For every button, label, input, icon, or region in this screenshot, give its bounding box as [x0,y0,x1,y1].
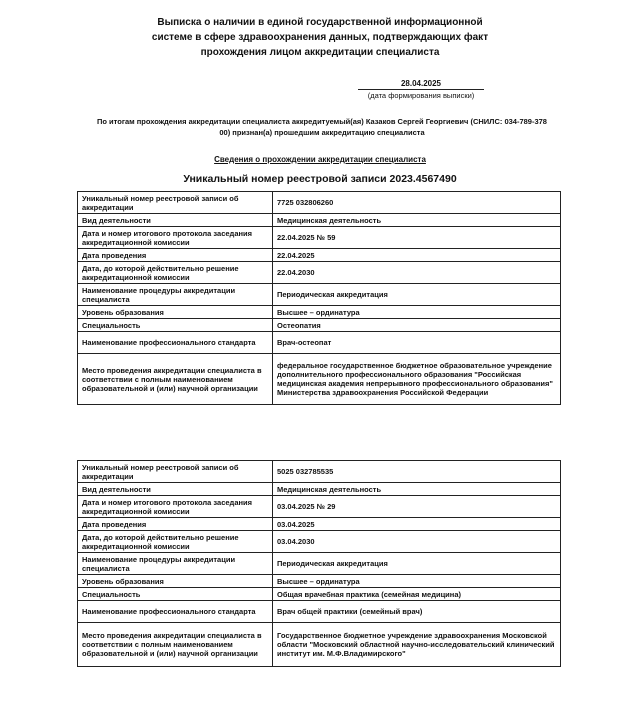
registry-number-heading: Уникальный номер реестровой записи 2023.4567490 [183,173,457,185]
intro-line: 00) признан(а) прошедшим аккредитацию специалиста [219,128,425,137]
table-row [78,249,561,262]
field-value: Врач-остеопат [273,332,561,354]
table-row [78,319,561,332]
field-label: Уникальный номер реестровой записи об аккредитации [78,461,273,483]
issue-date-caption: (дата формирования выписки) [367,91,475,100]
field-label: Дата проведения [78,518,273,531]
table-row [78,496,561,518]
field-value: Медицинская деятельность [273,214,561,227]
table-row [78,553,561,575]
field-value: Медицинская деятельность [273,483,561,496]
field-label: Специальность [78,319,273,332]
field-label: Уникальный номер реестровой записи об аккредитации [78,192,273,214]
field-value: Периодическая аккредитация [273,284,561,306]
table-row [78,461,561,483]
table-row [78,192,561,214]
field-value: Врач общей практики (семейный врач) [273,601,561,623]
field-value: Периодическая аккредитация [273,553,561,575]
intro-line: По итогам прохождения аккредитации специалиста аккредитуемый(ая) Казаков Сергей Георгиевич (СНИЛС: 034-789-378 [97,117,547,126]
field-label: Дата проведения [78,249,273,262]
table-row [78,601,561,623]
accreditation-record-table [77,191,561,405]
field-value: Высшее – ординатура [273,575,561,588]
section-heading: Сведения о прохождении аккредитации специалиста [214,155,426,164]
field-label: Наименование профессионального стандарта [78,601,273,623]
field-value: 5025 032785535 [273,461,561,483]
table-row [78,531,561,553]
issue-date: 28.04.2025 [358,79,484,90]
field-label: Место проведения аккредитации специалиста в соответствии с полным наименованием образовательной и (или) научной организации [78,354,273,405]
table-row [78,332,561,354]
title-line: Выписка о наличии в единой государственной информационной [157,17,483,28]
field-value: 7725 032806260 [273,192,561,214]
document-title [120,15,520,60]
table-row [78,483,561,496]
issue-date-block [358,79,484,101]
table-row [78,518,561,531]
intro-statement [76,116,568,138]
field-label: Место проведения аккредитации специалиста в соответствии с полным наименованием образовательной и (или) научной организации [78,623,273,667]
title-line: прохождения лицом аккредитации специалиста [200,47,440,58]
table-row [78,227,561,249]
field-value: 03.04.2025 [273,518,561,531]
field-value: 03.04.2025 № 29 [273,496,561,518]
table-row [78,306,561,319]
field-value: 22.04.2025 [273,249,561,262]
field-value: Высшее – ординатура [273,306,561,319]
field-label: Наименование процедуры аккредитации специалиста [78,553,273,575]
field-label: Вид деятельности [78,483,273,496]
table-row [78,575,561,588]
field-label: Дата, до которой действительно решение аккредитационной комиссии [78,531,273,553]
table-row [78,623,561,667]
field-label: Наименование процедуры аккредитации специалиста [78,284,273,306]
field-label: Вид деятельности [78,214,273,227]
field-label: Уровень образования [78,575,273,588]
title-line: системе в сфере здравоохранения данных, подтверждающих факт [151,32,489,43]
field-value: Остеопатия [273,319,561,332]
field-label: Уровень образования [78,306,273,319]
accreditation-record-table [77,460,561,667]
field-label: Дата, до которой действительно решение аккредитационной комиссии [78,262,273,284]
table-row [78,354,561,405]
field-label: Наименование профессионального стандарта [78,332,273,354]
field-value: Государственное бюджетное учреждение здравоохранения Московской области "Московский областной научно-исследовательский клинический институт им. М.Ф.Владимирского" [273,623,561,667]
field-value: федеральное государственное бюджетное образовательное учреждение дополнительного профессионального образования "Российская медицинская академия непрерывного профессионального образования" Министерства здравоохранения Российской Федерации [273,354,561,405]
table-row [78,262,561,284]
field-label: Дата и номер итогового протокола заседания аккредитационной комиссии [78,496,273,518]
field-value: 22.04.2030 [273,262,561,284]
field-value: 03.04.2030 [273,531,561,553]
field-value: 22.04.2025 № 59 [273,227,561,249]
field-label: Специальность [78,588,273,601]
table-row [78,214,561,227]
field-value: Общая врачебная практика (семейная медицина) [273,588,561,601]
table-row [78,588,561,601]
field-label: Дата и номер итогового протокола заседания аккредитационной комиссии [78,227,273,249]
table-row [78,284,561,306]
